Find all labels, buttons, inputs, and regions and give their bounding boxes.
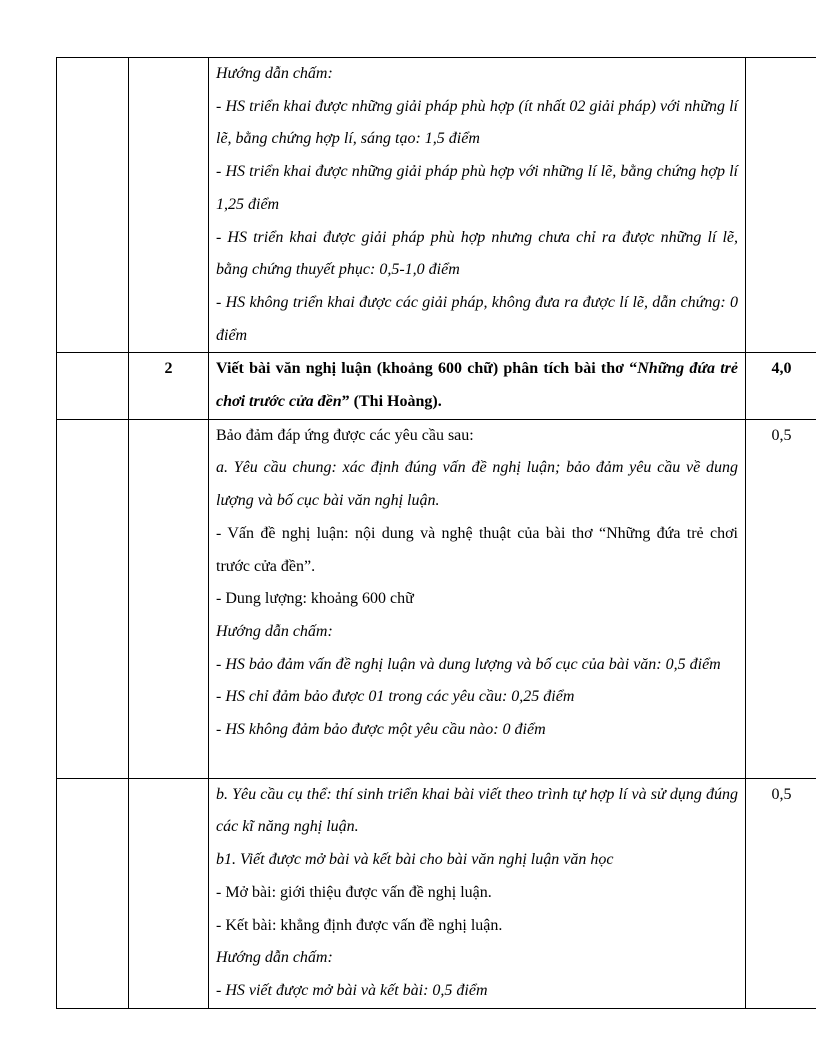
requirement-item: - Kết bài: khẳng định được vấn đề nghị luận.: [216, 916, 503, 934]
score-cell: [746, 353, 816, 419]
guideline-item: - HS không đảm bảo được một yêu cầu nào: 0 điểm: [216, 721, 546, 739]
guideline-heading: Hướng dẫn chấm:: [216, 949, 333, 967]
guideline-item: - HS viết được mở bài và kết bài: 0,5 điểm: [216, 981, 488, 999]
requirement-item: - Mở bài: giới thiệu được vấn đề nghị luận.: [216, 883, 492, 901]
subsection-b1: b1. Viết được mở bài và kết bài cho bài văn nghị luận văn học: [216, 851, 614, 869]
total-score: 4,0: [771, 360, 792, 378]
guideline-item: - HS triển khai được những giải pháp phù hợp (ít nhất 02 giải pháp) với những lí lẽ, bằng chứng hợp lí, sáng tạo: 1,5 điểm: [216, 97, 738, 148]
score-cell: [746, 58, 816, 353]
requirement-intro: Bảo đảm đáp ứng được các yêu cầu sau:: [216, 426, 474, 444]
score-value: 0,5: [771, 785, 792, 803]
score-value: 0,5: [771, 426, 792, 444]
score-cell: [746, 419, 816, 778]
guideline-item: - HS chỉ đảm bảo được 01 trong các yêu cầu: 0,25 điểm: [216, 688, 575, 706]
content-cell: [209, 419, 746, 778]
poem-title: Những đứa trẻ chơi trước cửa đền: [216, 360, 738, 411]
task-title-part2: ” (Thi Hoàng).: [341, 393, 442, 411]
table-row: [57, 353, 816, 419]
guideline-item: - HS không triển khai được các giải pháp, không đưa ra được lí lẽ, dẫn chứng: 0 điểm: [216, 293, 738, 344]
specific-requirement: b. Yêu cầu cụ thể: thí sinh triển khai bài viết theo trình tự hợp lí và sử dụng đúng các kĩ năng nghị luận.: [216, 785, 738, 836]
requirement-item: - Vấn đề nghị luận: nội dung và nghệ thuật của bài thơ “Những đứa trẻ chơi trước cửa đền”.: [216, 524, 738, 575]
score-cell: [746, 778, 816, 1008]
table-row: [57, 778, 816, 1008]
item-cell: [129, 58, 209, 353]
question-cell: [57, 353, 129, 419]
item-cell: [129, 419, 209, 778]
question-cell: [57, 58, 129, 353]
requirement-item: - Dung lượng: khoảng 600 chữ: [216, 590, 414, 608]
guideline-item: - HS triển khai được những giải pháp phù hợp với những lí lẽ, bằng chứng hợp lí 1,25 điểm: [216, 163, 738, 213]
task-title-cell: [209, 353, 746, 419]
task-title-part1: Viết bài văn nghị luận (khoảng 600 chữ) phân tích bài thơ “: [216, 360, 638, 378]
guideline-heading: Hướng dẫn chấm:: [216, 65, 333, 82]
general-requirement: a. Yêu cầu chung: xác định đúng vấn đề nghị luận; bảo đảm yêu cầu về dung lượng và bố cục bài văn nghị luận.: [216, 459, 738, 510]
guideline-item: - HS triển khai được giải pháp phù hợp nhưng chưa chỉ ra được những lí lẽ, bằng chứng thuyết phục: 0,5-1,0 điểm: [216, 228, 738, 279]
item-number-cell: [129, 353, 209, 419]
table-row: [57, 419, 816, 778]
table-row: [57, 58, 816, 353]
content-cell: [209, 778, 746, 1008]
question-cell: [57, 419, 129, 778]
guideline-heading: Hướng dẫn chấm:: [216, 622, 333, 640]
item-number: 2: [164, 360, 173, 378]
guideline-item: - HS bảo đảm vấn đề nghị luận và dung lượng và bố cục của bài văn: 0,5 điểm: [216, 655, 721, 673]
item-cell: [129, 778, 209, 1008]
grading-table: [56, 57, 816, 1009]
content-cell: [209, 58, 746, 353]
question-cell: [57, 778, 129, 1008]
